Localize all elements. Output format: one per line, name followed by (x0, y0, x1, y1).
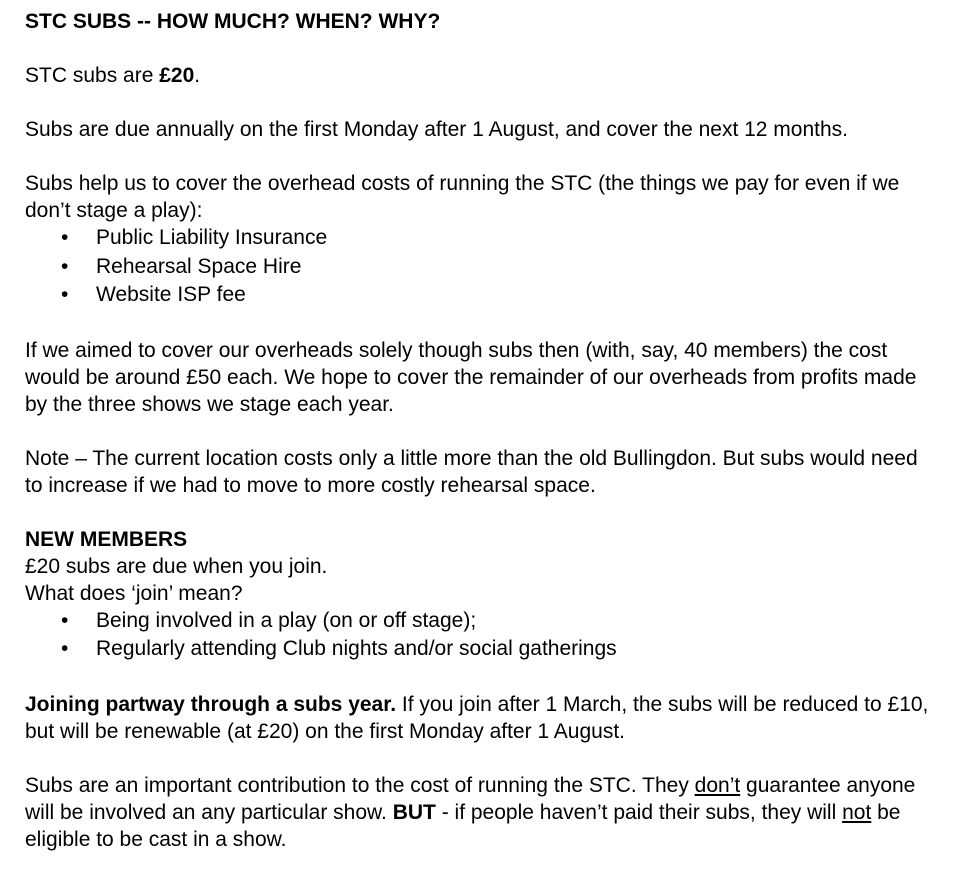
list-item (25, 281, 940, 310)
list-item-text: Public Liability Insurance (96, 226, 328, 249)
title-text: STC SUBS -- HOW MUCH? WHEN? WHY? (25, 10, 441, 33)
closing-part4: be eligible to be cast in a show. (25, 800, 901, 851)
new-members-due-line: £20 subs are due when you join. (25, 554, 328, 578)
list-item (25, 224, 940, 253)
closing-part2: guarantee anyone will be involved an any particular show. (25, 773, 916, 824)
bullet-icon: • (61, 608, 69, 632)
closing-dont: don’t (694, 773, 741, 797)
list-item-text: Rehearsal Space Hire (96, 254, 302, 278)
list-item-text: Being involved in a play (on or off stage); (96, 608, 477, 632)
bullet-icon: • (61, 254, 69, 278)
document-title (25, 8, 940, 35)
subs-amount-suffix: . (194, 64, 201, 87)
new-members-heading-text: NEW MEMBERS (25, 527, 188, 551)
document (25, 8, 940, 880)
closing-but: BUT (392, 800, 436, 824)
closing-part1: Subs are an important contribution to the cost of running the STC. They (25, 773, 695, 797)
list-item (25, 635, 940, 664)
bullet-icon: • (61, 637, 69, 660)
list-item-text: Regularly attending Club nights and/or social gatherings (96, 637, 617, 660)
closing-paragraph (25, 772, 940, 853)
due-date-paragraph: Subs are due annually on the first Monday after 1 August, and cover the next 12 months. (25, 118, 849, 141)
overheads-list (25, 224, 940, 310)
join-meaning-list (25, 607, 940, 664)
list-item (25, 607, 940, 636)
closing-part3: - if people haven’t paid their subs, they will (435, 800, 843, 824)
location-note-paragraph: Note – The current location costs only a little more than the old Bullingdon. But subs would need to increase if we had to move to more costly rehearsal space. (25, 446, 918, 497)
new-members-heading (25, 526, 940, 553)
subs-amount-value: £20 (159, 64, 195, 87)
closing-not: not (842, 800, 872, 824)
partway-text: If you join after 1 March, the subs will be reduced to £10, but will be renewable (at £20) on the first Monday after 1 August. (25, 692, 929, 743)
partway-heading: Joining partway through a subs year. (25, 692, 397, 716)
list-item-text: Website ISP fee (96, 283, 246, 306)
partway-paragraph (25, 691, 940, 745)
list-item (25, 253, 940, 282)
subs-amount-prefix: STC subs are (25, 64, 160, 87)
new-members-question: What does ‘join’ mean? (25, 581, 243, 605)
cost-estimate-paragraph: If we aimed to cover our overheads solely though subs then (with, say, 40 members) the cost would be around £50 each. We hope to cover the remainder of our overheads from profits made by the three shows we stage each year. (25, 338, 917, 416)
overheads-intro-paragraph: Subs help us to cover the overhead costs of running the STC (the things we pay for even if we don’t stage a play): (25, 172, 900, 222)
bullet-icon: • (61, 283, 69, 306)
bullet-icon: • (61, 226, 69, 249)
subs-amount-paragraph (25, 62, 940, 89)
